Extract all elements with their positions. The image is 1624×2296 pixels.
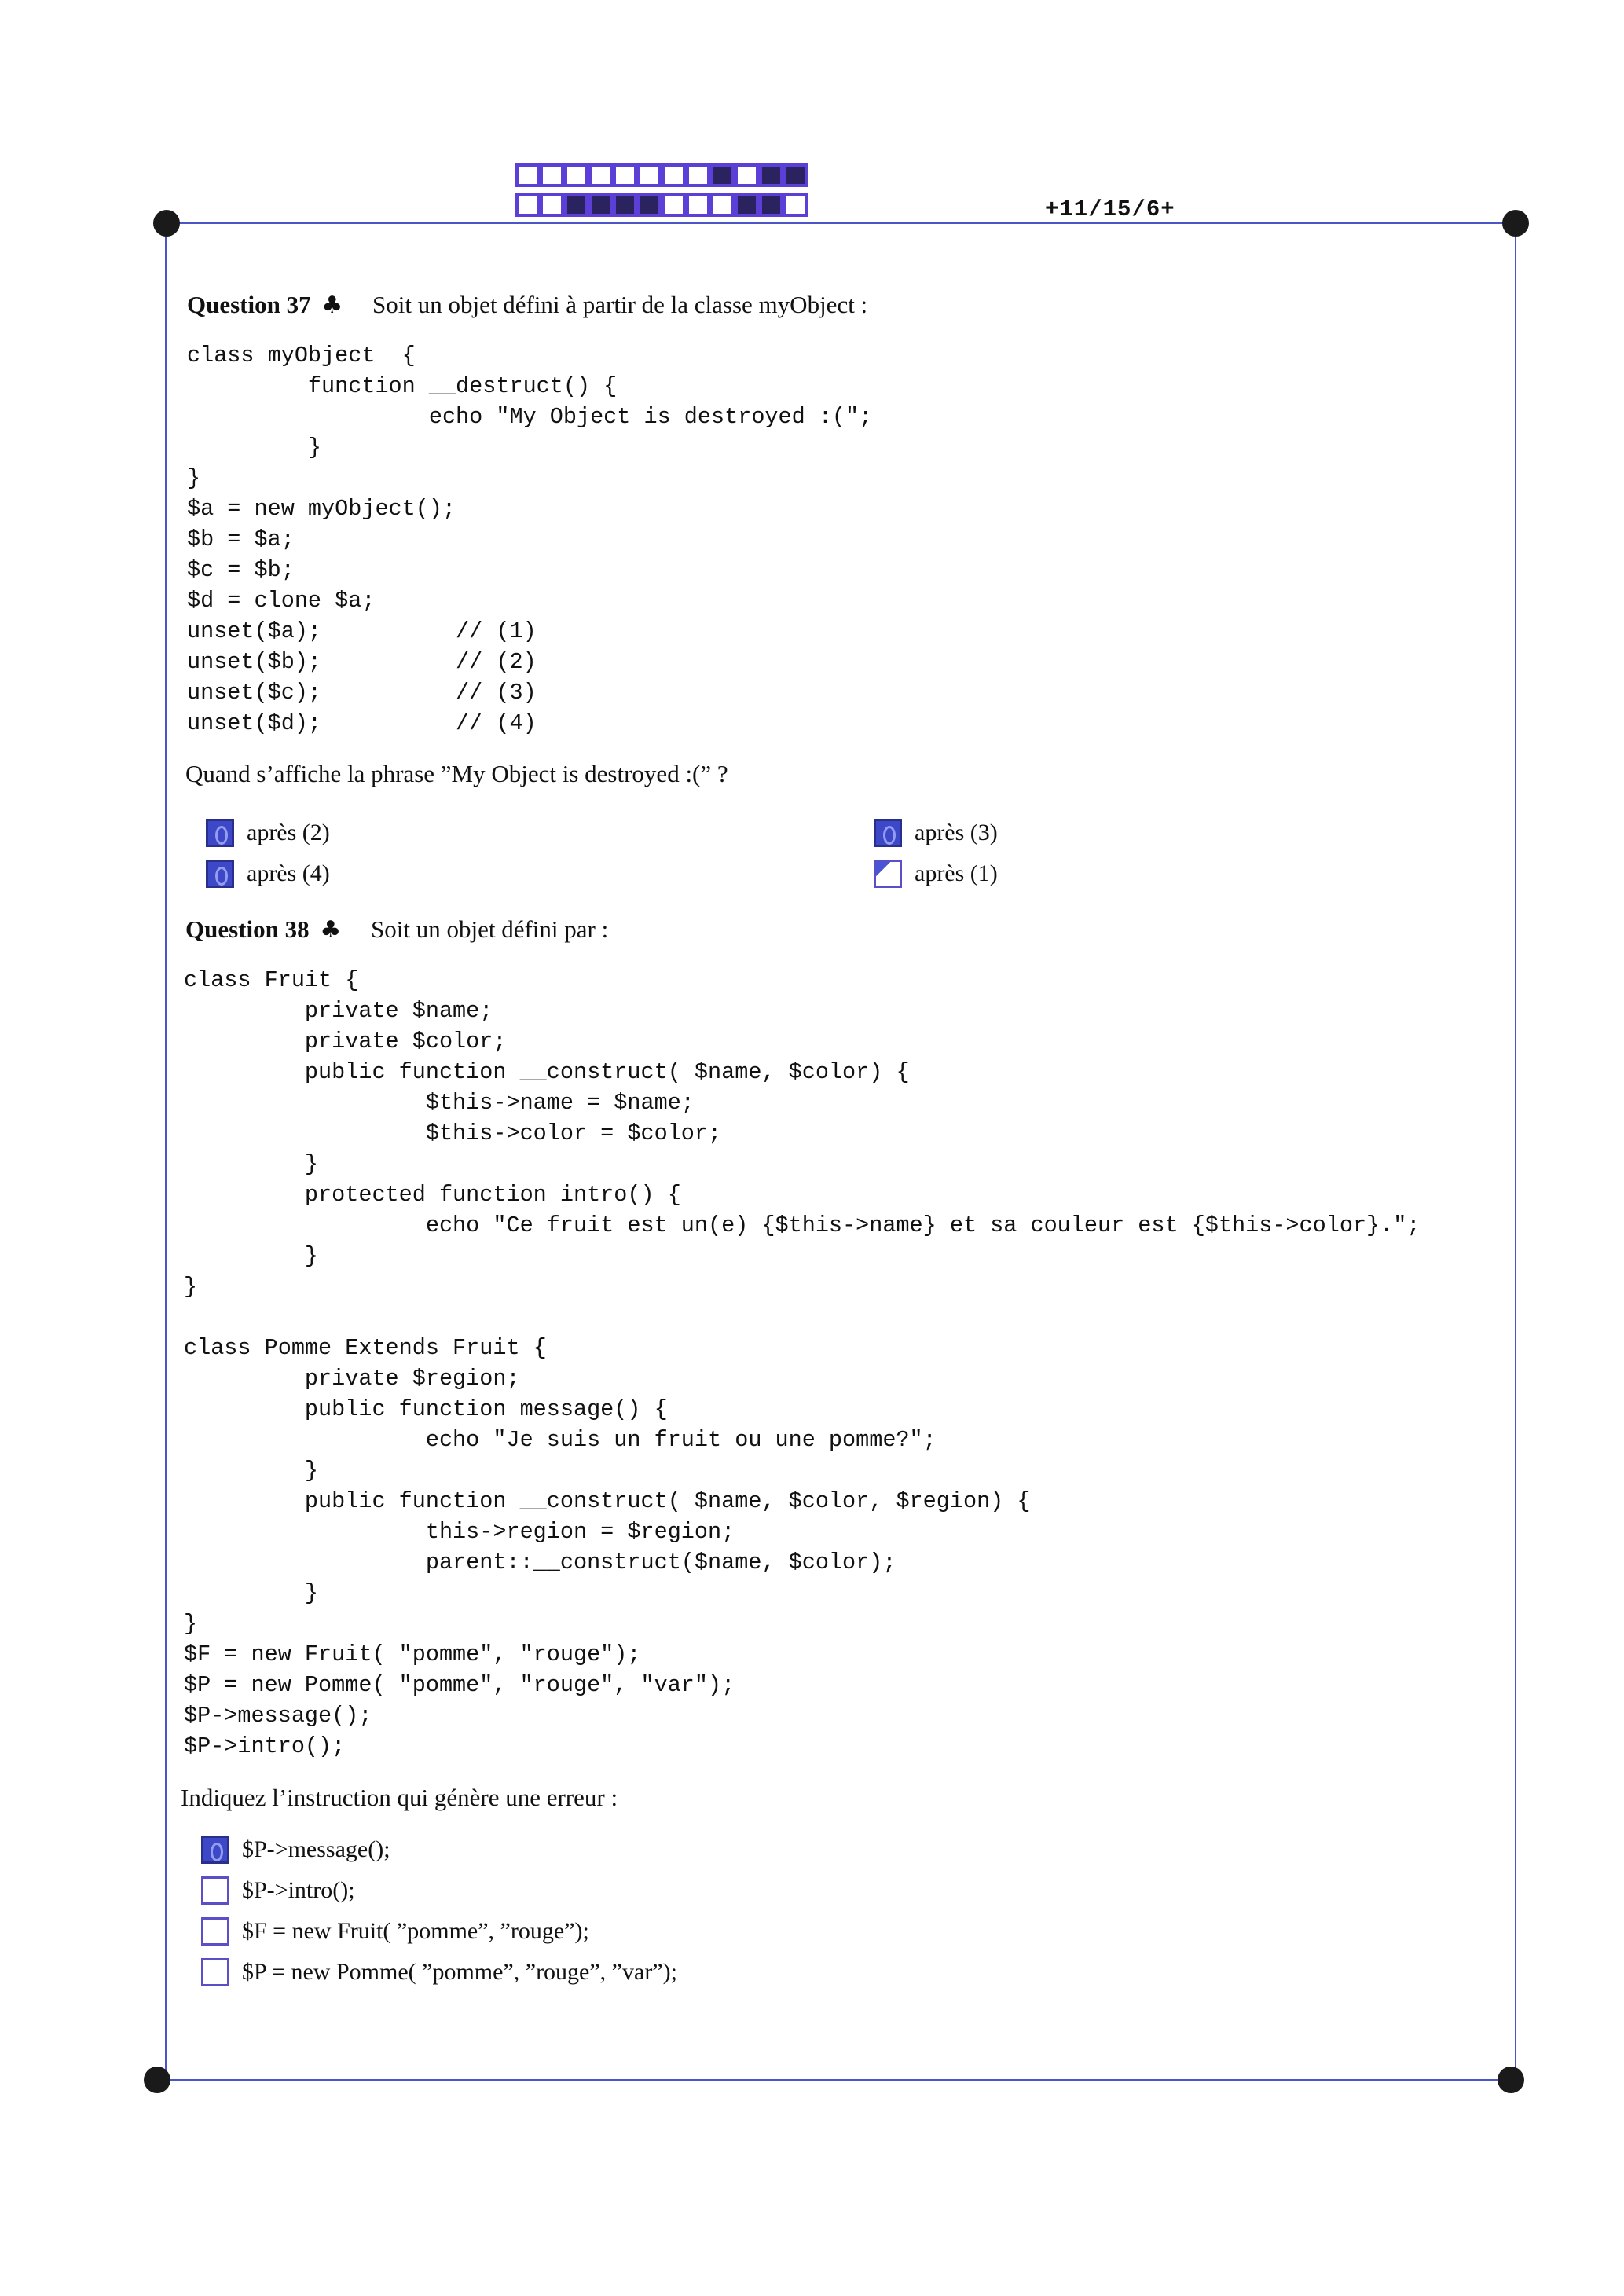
question-37-code: class myObject { function __destruct() { echo "My Object is destroyed :("; } } $a = new myObject(); $b = $a; $c = $b; $d = clone $a; unset($a); // (1) unset($b); // (2) unset($c); // (3) unset($d); // (4) [187, 343, 873, 736]
answer-label: après (1) [915, 860, 998, 886]
answer-label: après (4) [247, 860, 330, 886]
checkbox[interactable] [201, 1876, 229, 1905]
club-icon: ♣ [321, 292, 343, 319]
question-37-prompt: Quand s’affiche la phrase ”My Object is destroyed :(” ? [185, 760, 728, 787]
checkbox[interactable] [201, 1836, 229, 1864]
frame-bottom [157, 2079, 1516, 2081]
answer-label: $F = new Fruit( ”pomme”, ”rouge”); [242, 1918, 589, 1944]
answer-label: $P->intro(); [242, 1877, 355, 1903]
checkbox[interactable] [206, 860, 234, 888]
question-37-title [187, 291, 867, 319]
q37-answer-2[interactable] [874, 819, 998, 847]
q38-answer-4[interactable] [201, 1958, 677, 1986]
q38-answer-1[interactable] [201, 1836, 390, 1864]
club-icon: ♣ [320, 916, 342, 944]
question-38-label: Question 38 [185, 915, 310, 943]
q38-answer-3[interactable] [201, 1917, 589, 1946]
corner-mark-top-left [153, 210, 180, 237]
answer-label: $P->message(); [242, 1836, 390, 1862]
frame-top [167, 222, 1516, 224]
question-38-statement: Soit un objet défini par : [371, 915, 609, 943]
page-identifier: +11/15/6+ [1045, 196, 1175, 222]
corner-mark-bottom-right [1498, 2067, 1524, 2093]
barcode-bottom-row [515, 193, 808, 217]
answer-label: $P = new Pomme( ”pomme”, ”rouge”, ”var”); [242, 1959, 677, 1985]
barcode-top-row [515, 163, 808, 187]
question-37-statement: Soit un objet défini à partir de la classe myObject : [372, 291, 868, 318]
q38-answer-2[interactable] [201, 1876, 355, 1905]
checkbox[interactable] [874, 819, 902, 847]
question-38-code: class Fruit { private $name; private $color; public function __construct( $name, $color) { $this->name = $name; $this->color = $color; } protected function intro() { echo "Ce fruit est un(e) {$this->name} et sa couleur est {$this->color}."; } } class Pomme Extends Fruit { private $region; public function message() { echo "Je suis un fruit ou une pomme?"; } public function __construct( $name, $color, $region) { this->region = $region; parent::__construct($name, $color); } } $F = new Fruit( "pomme", "rouge"); $P = new Pomme( "pomme", "rouge", "var"); $P->message(); $P->intro(); [184, 967, 1421, 1759]
checkbox[interactable] [201, 1917, 229, 1946]
checkbox[interactable] [206, 819, 234, 847]
corner-mark-bottom-left [144, 2067, 170, 2093]
q37-answer-3[interactable] [206, 860, 330, 888]
q37-answer-1[interactable] [206, 819, 330, 847]
answer-label: après (3) [915, 820, 998, 845]
frame-left [165, 222, 167, 2080]
q37-answer-4[interactable] [874, 860, 998, 888]
corner-mark-top-right [1502, 210, 1529, 237]
checkbox[interactable] [201, 1958, 229, 1986]
question-38-title [185, 915, 608, 944]
frame-right [1515, 222, 1516, 2080]
answer-label: après (2) [247, 820, 330, 845]
checkbox[interactable] [874, 860, 902, 888]
question-38-prompt: Indiquez l’instruction qui génère une erreur : [181, 1784, 618, 1811]
question-37-label: Question 37 [187, 291, 311, 318]
